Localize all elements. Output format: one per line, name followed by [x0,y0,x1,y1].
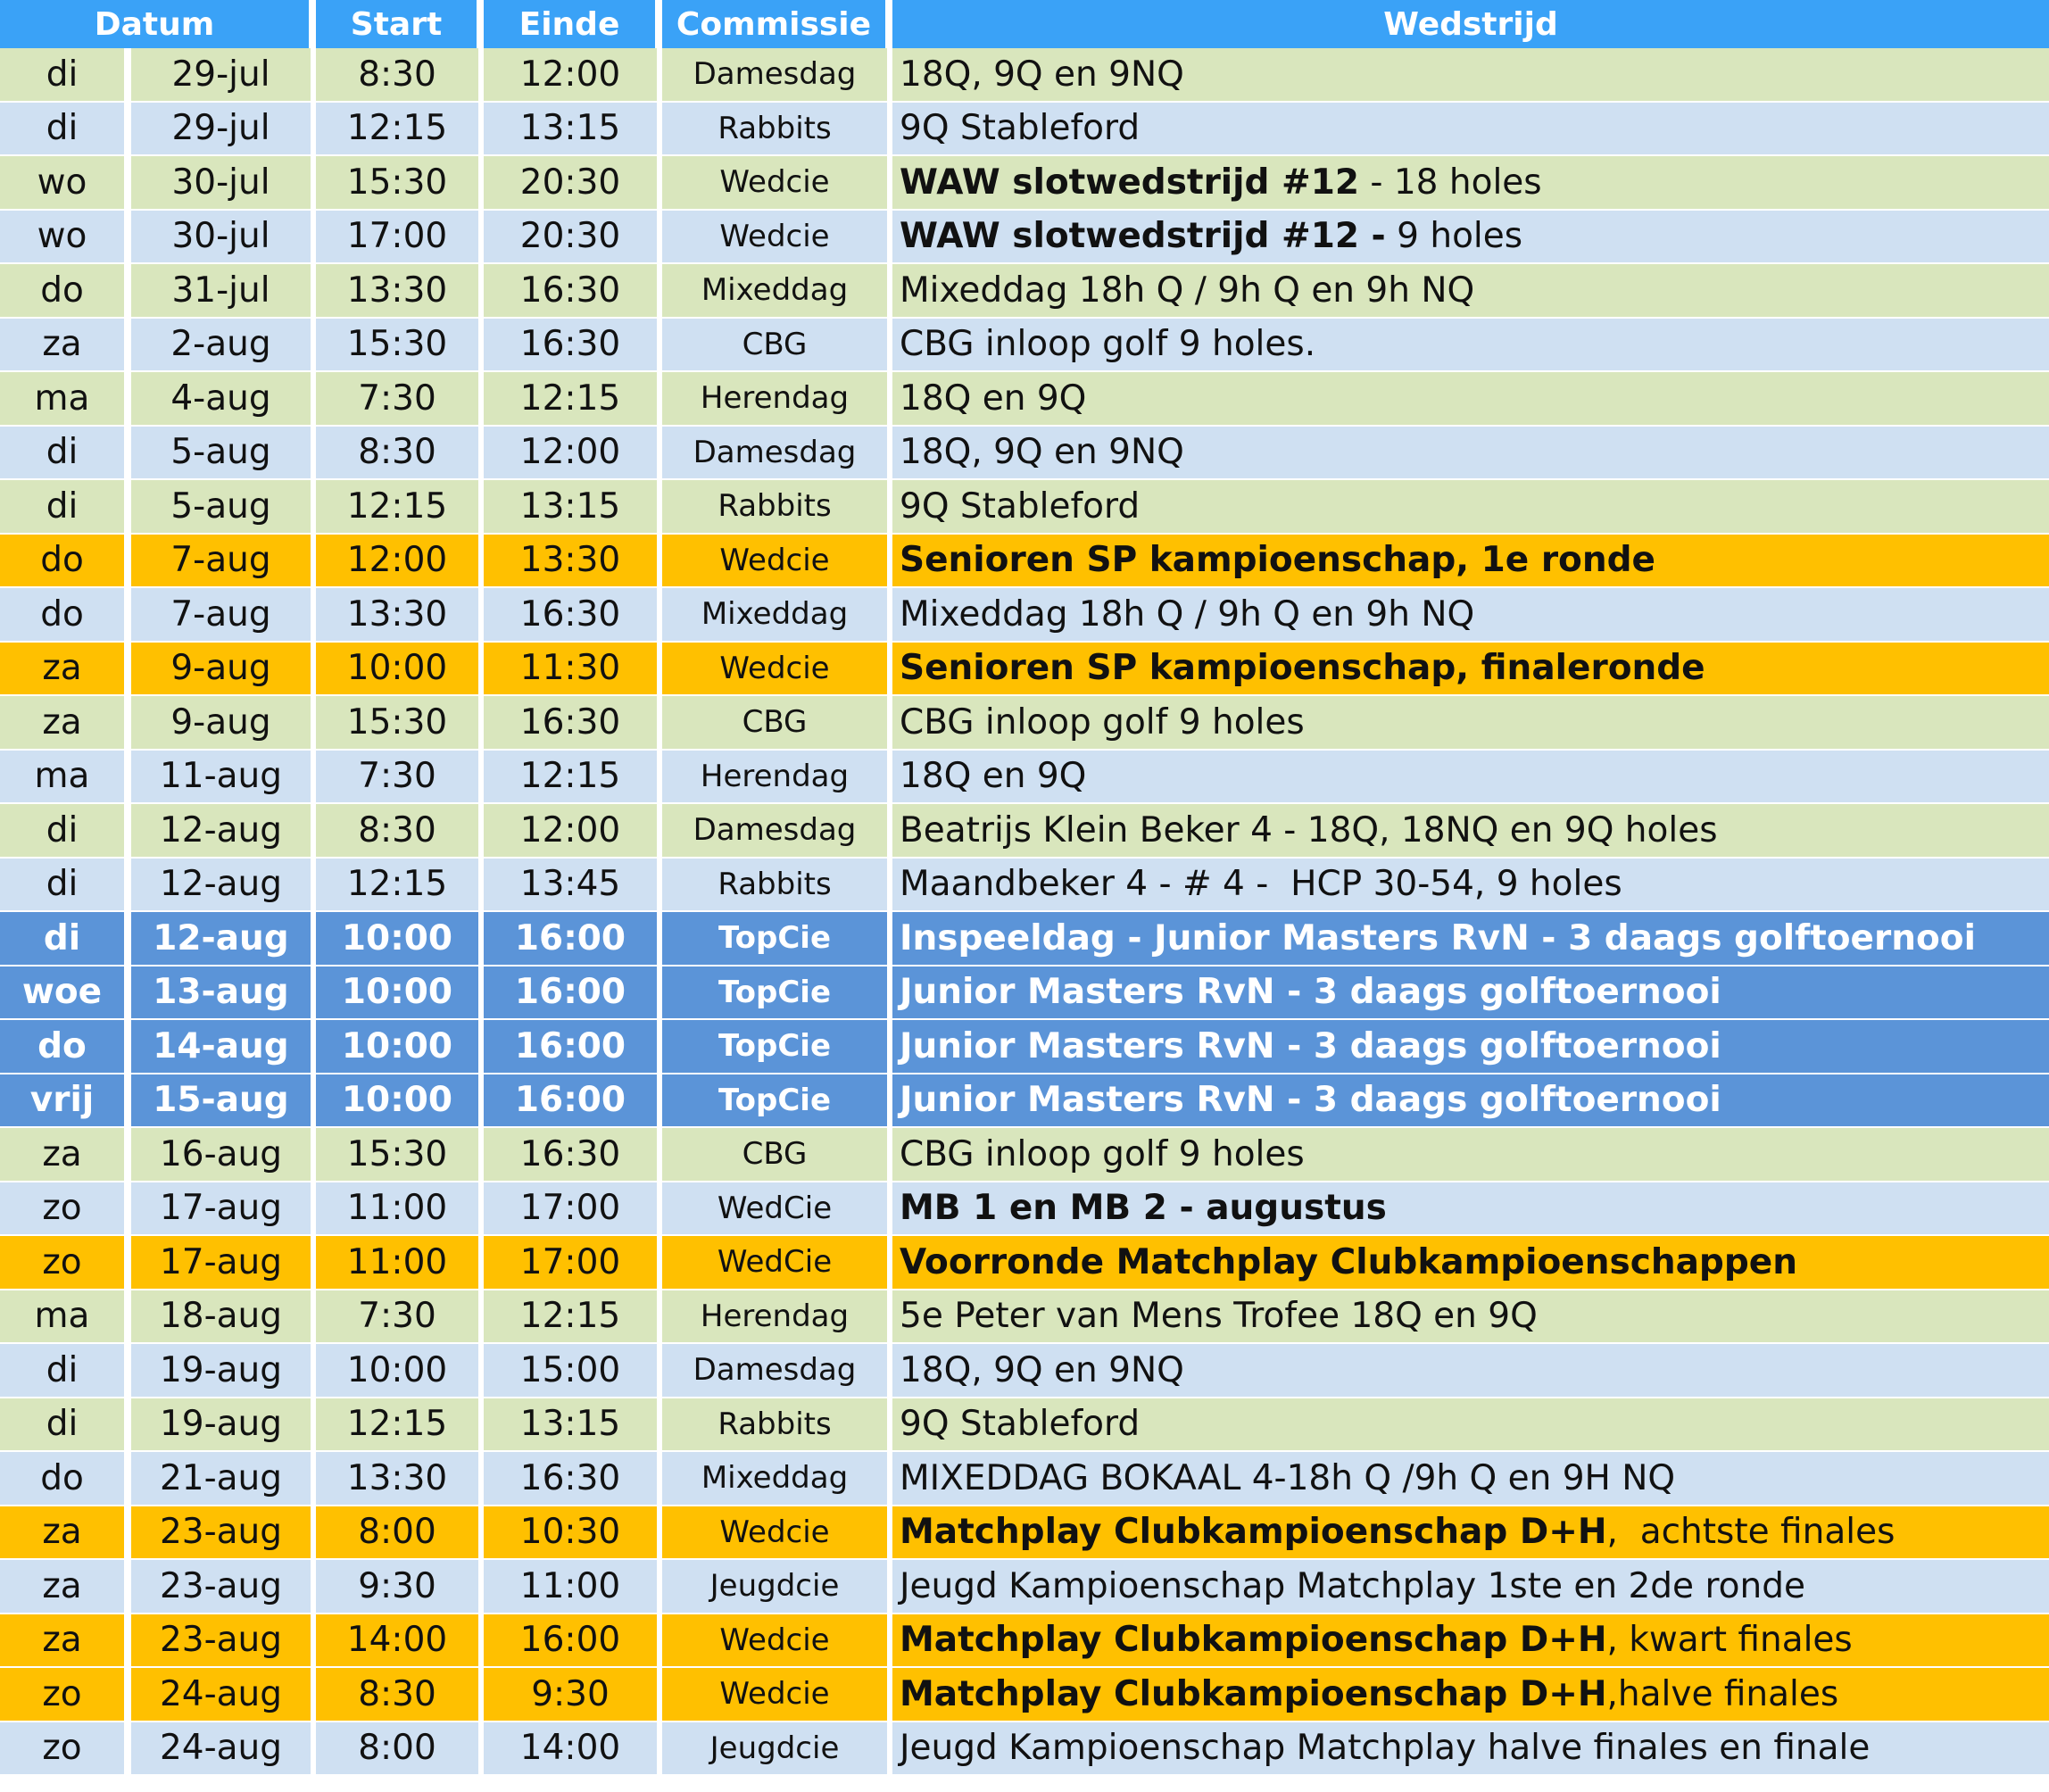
table-row [0,480,2049,535]
cell-start: 7:30 [316,751,484,803]
cell-event [892,1290,2049,1343]
table-row [0,1398,2049,1453]
table-row [0,1452,2049,1506]
cell-start: 8:00 [316,1506,484,1559]
cell-date: 12-aug [131,859,316,911]
cell-day: di [0,1398,131,1451]
cell-end: 12:00 [484,804,662,857]
cell-date: 30-jul [131,156,316,209]
table-row [0,427,2049,481]
cell-start: 8:30 [316,48,484,101]
event-title-bold: MB 1 en MB 2 - augustus [900,1188,1387,1229]
cell-event [892,319,2049,371]
cell-day: ma [0,1290,131,1343]
cell-event [892,967,2049,1019]
cell-end: 20:30 [484,211,662,263]
cell-date: 4-aug [131,372,316,425]
cell-start: 7:30 [316,1290,484,1343]
cell-date: 12-aug [131,804,316,857]
cell-end: 9:30 [484,1668,662,1721]
cell-committee: Wedcie [662,211,892,263]
cell-start: 15:30 [316,319,484,371]
cell-day: ma [0,751,131,803]
cell-date: 23-aug [131,1614,316,1667]
event-title-bold: Matchplay Clubkampioenschap D+H [900,1620,1607,1661]
cell-event [892,1614,2049,1667]
cell-start: 10:00 [316,1074,484,1127]
cell-event [892,696,2049,749]
cell-day: do [0,1020,131,1073]
header-commissie: Commissie [662,0,892,48]
cell-start: 8:30 [316,1668,484,1721]
cell-committee: Damesdag [662,48,892,101]
event-title-bold: WAW slotwedstrijd #12 - [900,216,1386,257]
cell-start: 9:30 [316,1560,484,1613]
event-title: CBG inloop golf 9 holes. [900,324,1316,365]
header-wedstrijd: Wedstrijd [892,0,2049,48]
cell-day: zo [0,1722,131,1775]
table-row [0,1560,2049,1614]
cell-date: 30-jul [131,211,316,263]
cell-end: 12:15 [484,372,662,425]
cell-start: 17:00 [316,211,484,263]
cell-event [892,1668,2049,1721]
cell-start: 10:00 [316,967,484,1019]
cell-day: za [0,1614,131,1667]
cell-event [892,751,2049,803]
event-title: 18Q, 9Q en 9NQ [900,1349,1184,1390]
cell-committee: Wedcie [662,156,892,209]
cell-committee: Wedcie [662,535,892,587]
cell-day: za [0,696,131,749]
cell-end: 16:30 [484,588,662,641]
table-header [0,0,2049,48]
cell-start: 13:30 [316,1452,484,1505]
event-title: Junior Masters RvN - 3 daags golftoernooi [900,1080,1721,1121]
event-title: , achtste finales [1606,1512,1896,1553]
table-row [0,1020,2049,1074]
event-title: ,halve finales [1606,1673,1839,1714]
event-title-bold: Matchplay Clubkampioenschap D+H [900,1512,1607,1553]
event-title-bold: Senioren SP kampioenschap, 1e ronde [900,540,1655,581]
cell-event [892,156,2049,209]
cell-day: do [0,1452,131,1505]
cell-start: 15:30 [316,1128,484,1181]
cell-start: 12:15 [316,1398,484,1451]
table-row [0,643,2049,697]
cell-event [892,643,2049,695]
event-title: Junior Masters RvN - 3 daags golftoernooi [900,1025,1721,1066]
cell-start: 10:00 [316,1020,484,1073]
cell-day: ma [0,372,131,425]
event-title: Inspeeldag - Junior Masters RvN - 3 daags golftoernooi [900,917,1976,958]
cell-day: do [0,535,131,587]
cell-committee: Damesdag [662,1344,892,1397]
cell-day: di [0,912,131,965]
event-title-bold: Voorronde Matchplay Clubkampioenschappen [900,1241,1797,1282]
cell-end: 17:00 [484,1182,662,1235]
cell-committee: Mixeddag [662,588,892,641]
cell-committee: Rabbits [662,859,892,911]
cell-end: 16:30 [484,1128,662,1181]
table-row [0,535,2049,589]
cell-date: 7-aug [131,588,316,641]
table-row [0,859,2049,913]
cell-date: 13-aug [131,967,316,1019]
cell-date: 12-aug [131,912,316,965]
event-title: MIXEDDAG BOKAAL 4-18h Q /9h Q en 9H NQ [900,1457,1676,1498]
cell-start: 11:00 [316,1182,484,1235]
cell-committee: TopCie [662,967,892,1019]
cell-event [892,1722,2049,1775]
table-row [0,804,2049,859]
cell-date: 9-aug [131,643,316,695]
cell-start: 13:30 [316,264,484,317]
cell-committee: TopCie [662,912,892,965]
event-title: , kwart finales [1606,1620,1853,1661]
cell-day: za [0,1128,131,1181]
event-title: 9 holes [1385,216,1523,257]
cell-day: do [0,588,131,641]
cell-committee: Rabbits [662,103,892,155]
cell-start: 15:30 [316,156,484,209]
cell-day: di [0,48,131,101]
header-start: Start [316,0,484,48]
cell-committee: Herendag [662,1290,892,1343]
cell-event [892,912,2049,965]
cell-end: 13:15 [484,480,662,533]
cell-end: 10:30 [484,1506,662,1559]
cell-date: 18-aug [131,1290,316,1343]
cell-date: 14-aug [131,1020,316,1073]
cell-end: 13:45 [484,859,662,911]
table-row [0,319,2049,373]
cell-committee: Wedcie [662,1668,892,1721]
event-title: CBG inloop golf 9 holes [900,1133,1305,1174]
table-row [0,1722,2049,1777]
event-title-bold: WAW slotwedstrijd #12 [900,162,1359,203]
cell-committee: Rabbits [662,480,892,533]
cell-start: 8:30 [316,427,484,479]
cell-date: 21-aug [131,1452,316,1505]
cell-day: zo [0,1236,131,1289]
cell-start: 12:15 [316,103,484,155]
event-title: Junior Masters RvN - 3 daags golftoernooi [900,972,1721,1013]
cell-end: 16:00 [484,912,662,965]
header-datum: Datum [0,0,316,48]
cell-day: woe [0,967,131,1019]
cell-end: 13:15 [484,103,662,155]
header-einde: Einde [484,0,662,48]
cell-committee: Damesdag [662,804,892,857]
table-row [0,1074,2049,1129]
cell-event [892,1236,2049,1289]
cell-event [892,1560,2049,1613]
cell-event [892,211,2049,263]
cell-start: 7:30 [316,372,484,425]
cell-date: 19-aug [131,1398,316,1451]
table-row [0,1614,2049,1669]
cell-day: do [0,264,131,317]
cell-end: 12:15 [484,1290,662,1343]
cell-date: 29-jul [131,48,316,101]
cell-start: 11:00 [316,1236,484,1289]
cell-day: di [0,480,131,533]
cell-date: 7-aug [131,535,316,587]
cell-date: 15-aug [131,1074,316,1127]
event-title: Mixeddag 18h Q / 9h Q en 9h NQ [900,270,1475,311]
cell-committee: Jeugdcie [662,1560,892,1613]
cell-date: 17-aug [131,1236,316,1289]
cell-day: za [0,1560,131,1613]
cell-committee: TopCie [662,1020,892,1073]
cell-start: 10:00 [316,643,484,695]
cell-day: di [0,859,131,911]
cell-day: za [0,319,131,371]
table-row [0,264,2049,319]
cell-event [892,1074,2049,1127]
cell-date: 16-aug [131,1128,316,1181]
event-title-bold: Senioren SP kampioenschap, finaleronde [900,648,1705,689]
cell-start: 10:00 [316,912,484,965]
table-row [0,103,2049,157]
cell-end: 16:00 [484,1614,662,1667]
event-title: 18Q, 9Q en 9NQ [900,54,1184,95]
event-title: Mixeddag 18h Q / 9h Q en 9h NQ [900,593,1475,635]
cell-committee: Herendag [662,372,892,425]
cell-end: 15:00 [484,1344,662,1397]
cell-committee: Mixeddag [662,1452,892,1505]
cell-date: 5-aug [131,427,316,479]
cell-day: wo [0,211,131,263]
cell-end: 12:00 [484,48,662,101]
event-title: Jeugd Kampioenschap Matchplay 1ste en 2de ronde [900,1565,1805,1606]
table-row [0,156,2049,211]
cell-date: 29-jul [131,103,316,155]
event-title: 18Q en 9Q [900,377,1087,419]
cell-day: vrij [0,1074,131,1127]
event-title: 18Q, 9Q en 9NQ [900,432,1184,473]
cell-start: 15:30 [316,696,484,749]
event-title: 9Q Stableford [900,108,1141,149]
cell-event [892,1128,2049,1181]
event-title: 9Q Stableford [900,1404,1141,1445]
cell-event [892,1182,2049,1235]
cell-committee: Jeugdcie [662,1722,892,1775]
cell-end: 20:30 [484,156,662,209]
cell-start: 12:15 [316,859,484,911]
table-row [0,1236,2049,1290]
cell-end: 16:00 [484,967,662,1019]
cell-event [892,1020,2049,1073]
event-title: 18Q en 9Q [900,756,1087,797]
cell-end: 14:00 [484,1722,662,1775]
cell-start: 8:30 [316,804,484,857]
cell-event [892,103,2049,155]
cell-date: 17-aug [131,1182,316,1235]
cell-day: za [0,643,131,695]
table-row [0,1128,2049,1182]
cell-start: 10:00 [316,1344,484,1397]
cell-end: 17:00 [484,1236,662,1289]
table-row [0,588,2049,643]
cell-end: 12:00 [484,427,662,479]
cell-committee: Wedcie [662,1614,892,1667]
cell-date: 19-aug [131,1344,316,1397]
cell-day: zo [0,1182,131,1235]
cell-day: di [0,804,131,857]
table-row [0,1344,2049,1398]
cell-committee: TopCie [662,1074,892,1127]
cell-event [892,588,2049,641]
cell-end: 11:00 [484,1560,662,1613]
cell-day: zo [0,1668,131,1721]
cell-event [892,804,2049,857]
event-title: - 18 holes [1358,162,1542,203]
cell-start: 12:00 [316,535,484,587]
table-row [0,1182,2049,1237]
table-row [0,751,2049,805]
cell-event [892,1344,2049,1397]
cell-start: 8:00 [316,1722,484,1775]
cell-day: wo [0,156,131,209]
cell-date: 24-aug [131,1668,316,1721]
cell-event [892,1398,2049,1451]
cell-start: 14:00 [316,1614,484,1667]
cell-event [892,264,2049,317]
cell-committee: CBG [662,696,892,749]
cell-event [892,535,2049,587]
event-title: CBG inloop golf 9 holes [900,701,1305,743]
table-row [0,1506,2049,1561]
cell-committee: CBG [662,319,892,371]
cell-end: 13:30 [484,535,662,587]
cell-day: di [0,1344,131,1397]
table-row [0,967,2049,1021]
cell-end: 16:00 [484,1074,662,1127]
event-title: Jeugd Kampioenschap Matchplay halve finales en finale [900,1728,1871,1769]
event-title-bold: Matchplay Clubkampioenschap D+H [900,1673,1607,1714]
event-title: Beatrijs Klein Beker 4 - 18Q, 18NQ en 9Q holes [900,809,1718,850]
cell-committee: Wedcie [662,643,892,695]
cell-committee: Rabbits [662,1398,892,1451]
event-title: 5e Peter van Mens Trofee 18Q en 9Q [900,1296,1538,1337]
cell-date: 23-aug [131,1506,316,1559]
cell-committee: Herendag [662,751,892,803]
cell-committee: WedCie [662,1236,892,1289]
event-title: Maandbeker 4 - # 4 - HCP 30-54, 9 holes [900,864,1622,905]
cell-committee: Wedcie [662,1506,892,1559]
cell-day: di [0,427,131,479]
event-title: 9Q Stableford [900,485,1141,527]
cell-date: 31-jul [131,264,316,317]
cell-start: 13:30 [316,588,484,641]
table-row [0,1290,2049,1345]
cell-date: 24-aug [131,1722,316,1775]
cell-day: za [0,1506,131,1559]
cell-end: 16:30 [484,1452,662,1505]
cell-end: 16:00 [484,1020,662,1073]
cell-committee: Mixeddag [662,264,892,317]
table-row [0,912,2049,967]
cell-committee: Damesdag [662,427,892,479]
cell-event [892,372,2049,425]
cell-end: 13:15 [484,1398,662,1451]
cell-start: 12:15 [316,480,484,533]
cell-committee: WedCie [662,1182,892,1235]
cell-end: 16:30 [484,696,662,749]
cell-end: 11:30 [484,643,662,695]
cell-end: 16:30 [484,319,662,371]
table-row [0,372,2049,427]
cell-event [892,1452,2049,1505]
table-row [0,1668,2049,1722]
cell-committee: CBG [662,1128,892,1181]
cell-event [892,1506,2049,1559]
cell-date: 11-aug [131,751,316,803]
table-body [0,48,2049,1776]
cell-date: 5-aug [131,480,316,533]
cell-end: 12:15 [484,751,662,803]
cell-event [892,859,2049,911]
table-row [0,696,2049,751]
cell-date: 23-aug [131,1560,316,1613]
table-row [0,48,2049,103]
cell-day: di [0,103,131,155]
cell-event [892,427,2049,479]
cell-event [892,48,2049,101]
cell-date: 2-aug [131,319,316,371]
cell-end: 16:30 [484,264,662,317]
cell-date: 9-aug [131,696,316,749]
table-row [0,211,2049,265]
cell-event [892,480,2049,533]
